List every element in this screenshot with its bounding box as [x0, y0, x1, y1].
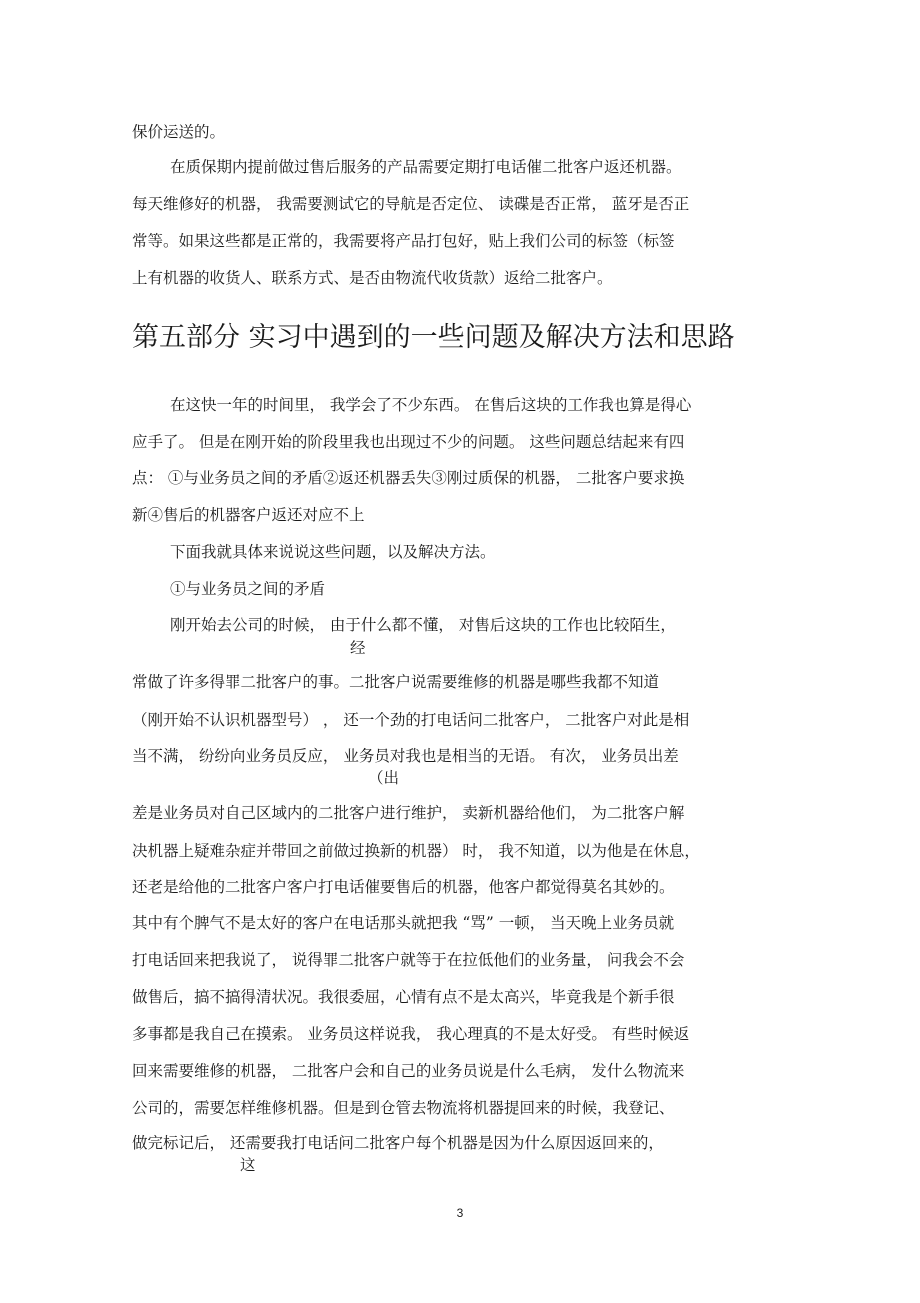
text-line: 经 [350, 639, 366, 657]
text-line: 决机器上疑难杂症并带回之前做过换新的机器） 时， 我不知道，以为他是在休息， [132, 842, 700, 860]
text-line: 点： ①与业务员之间的矛盾②返还机器丢失③刚过质保的机器， 二批客户要求换 [132, 469, 685, 487]
text-line: 每天维修好的机器， 我需要测试它的导航是否定位、 读碟是否正常， 蓝牙是否正 [132, 195, 690, 213]
text-line: 在质保期内提前做过售后服务的产品需要定期打电话催二批客户返还机器。 [170, 158, 682, 176]
text-line: 多事都是我自己在摸索。 业务员这样说我， 我心理真的不是太好受。 有些时候返 [132, 1025, 690, 1043]
text-line: 公司的，需要怎样维修机器。但是到仓管去物流将机器提回来的时候，我登记、 [132, 1099, 675, 1117]
text-line: 下面我就具体来说说这些问题，以及解决方法。 [170, 543, 496, 561]
text-line: 其中有个脾气不是太好的客户在电话那头就把我 “骂” 一顿， 当天晚上业务员就 [132, 914, 675, 932]
text-line: （刚开始不认识机器型号） ， 还一个劲的打电话问二批客户， 二批客户对此是相 [132, 711, 690, 729]
text-line: 回来需要维修的机器， 二批客户会和自己的业务员说是什么毛病， 发什么物流来 [132, 1062, 685, 1080]
text-line: 打电话回来把我说了， 说得罪二批客户就等于在拉低他们的业务量， 问我会不会 [132, 951, 685, 969]
text-line: 在这快一年的时间里， 我学会了不少东西。 在售后这块的工作我也算是得心 [170, 396, 692, 414]
page-number: 3 [456, 1206, 464, 1220]
text-line: 这 [240, 1156, 256, 1174]
text-line: ①与业务员之间的矛盾 [170, 580, 326, 598]
text-line: 做完标记后， 还需要我打电话问二批客户每个机器是因为什么原因返回来的， [132, 1134, 664, 1152]
text-line: 应手了。 但是在刚开始的阶段里我也出现过不少的问题。 这些问题总结起来有四 [132, 433, 685, 451]
text-line: 差是业务员对自己区域内的二批客户进行维护， 卖新机器给他们， 为二批客户解 [132, 804, 685, 822]
section-heading: 第五部分 实习中遇到的一些问题及解决方法和思路 [132, 322, 735, 353]
text-line: 新④售后的机器客户返还对应不上 [132, 506, 365, 524]
text-line: 常等。如果这些都是正常的，我需要将产品打包好，贴上我们公司的标签（标签 [132, 232, 675, 250]
text-line: 常做了许多得罪二批客户的事。二批客户说需要维修的机器是哪些我都不知道 [132, 673, 660, 691]
text-line: 当不满， 纷纷向业务员反应， 业务员对我也是相当的无语。 有次， 业务员出差 [132, 747, 679, 765]
text-line: 上有机器的收货人、联系方式、是否由物流代收货款）返给二批客户。 [132, 269, 613, 287]
text-line: 做售后，搞不搞得清状况。我很委屈，心情有点不是太高兴，毕竟我是个新手很 [132, 988, 675, 1006]
text-line: （出 [368, 769, 400, 787]
text-line: 保价运送的。 [132, 123, 226, 141]
text-line: 还老是给他的二批客户客户打电话催要售后的机器，他客户都觉得莫名其妙的。 [132, 878, 675, 896]
text-line: 刚开始去公司的时候， 由于什么都不懂， 对售后这块的工作也比较陌生， [170, 616, 676, 634]
